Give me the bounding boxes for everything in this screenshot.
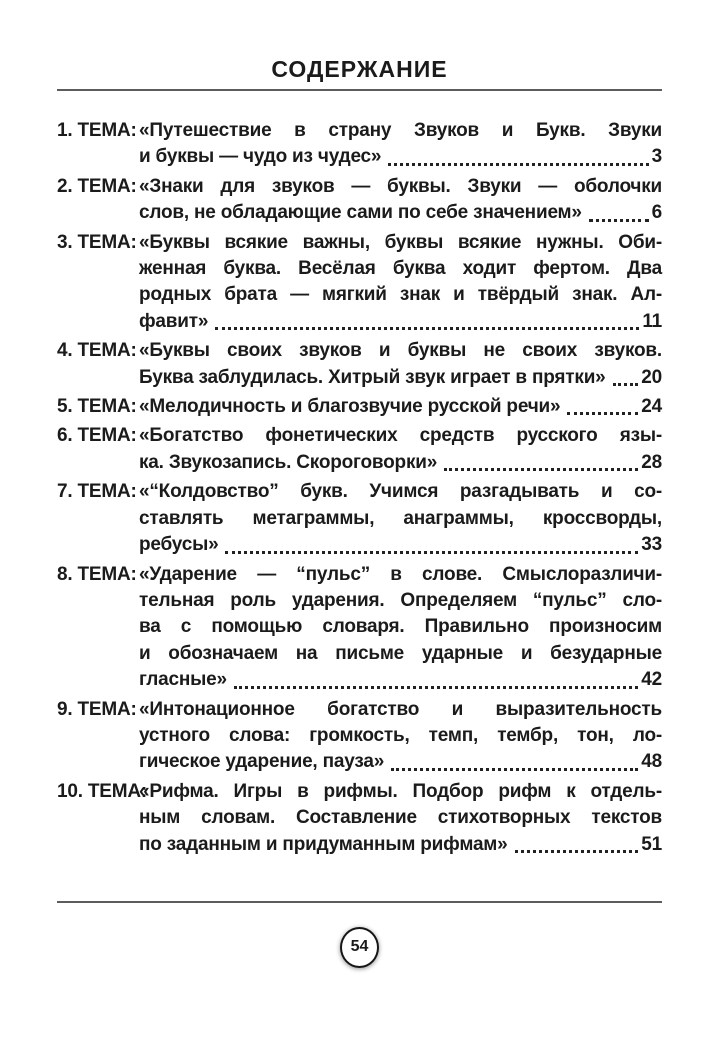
entry-label: 5. ТЕМА:	[57, 396, 137, 418]
dot-leader	[444, 468, 638, 471]
entry-line-text: «Мелодичность и благозвучие русской речи»	[139, 396, 561, 418]
entry-page-number: 33	[641, 534, 662, 556]
entry-last-line	[139, 144, 662, 170]
entry-last-line	[139, 832, 662, 858]
entry-line: и обозначаем на письме ударные и безударные	[139, 642, 662, 664]
toc-page	[0, 57, 719, 968]
entry-last-line	[139, 667, 662, 693]
entry-body	[139, 479, 662, 558]
entry-last-line	[139, 532, 662, 558]
toc-list	[57, 118, 662, 858]
entry-body	[139, 394, 662, 420]
entry-line: ным словам. Составление стихотворных текстов	[139, 807, 662, 829]
entry-line-text: гласные»	[139, 669, 227, 691]
entry-line-text: фавит»	[139, 310, 209, 332]
entry-label: 9. ТЕМА:	[57, 698, 137, 720]
entry-line-text: гическое ударение, пауза»	[139, 751, 385, 773]
entry-label: 1. ТЕМА:	[57, 120, 137, 141]
entry-line: родных брата — мягкий знак и твёрдый знак. Ал-	[139, 284, 662, 306]
entry-last-line	[139, 749, 662, 775]
entry-page-number: 20	[641, 366, 662, 388]
entry-line: «Рифма. Игры в рифмы. Подбор рифм к отдель-	[139, 780, 662, 802]
entry-label: 2. ТЕМА:	[57, 175, 137, 197]
entry-body	[139, 338, 662, 391]
entry-body	[139, 697, 662, 776]
footer-divider	[57, 901, 662, 903]
entry-line: «Ударение — “пульс” в слове. Смыслоразличи-	[139, 563, 662, 585]
entry-line-text: и буквы — чудо из чудес»	[139, 146, 382, 168]
entry-line: ставлять метаграммы, анаграммы, кроссворды,	[139, 507, 662, 529]
entry-body	[139, 230, 662, 336]
toc-entry	[57, 230, 662, 336]
page-number-badge	[340, 927, 379, 968]
dot-leader	[215, 327, 639, 330]
entry-line: «Буквы всякие важны, буквы всякие нужны. Оби-	[139, 231, 662, 253]
entry-page-number: 28	[641, 451, 662, 473]
header-divider	[57, 89, 662, 91]
entry-line-text: слов, не обладающие сами по себе значением»	[139, 202, 582, 224]
toc-entry	[57, 423, 662, 476]
entry-last-line	[139, 365, 662, 391]
toc-entry	[57, 118, 662, 171]
entry-label: 4. ТЕМА:	[57, 340, 137, 362]
toc-entry	[57, 779, 662, 858]
dot-leader	[391, 768, 638, 771]
entry-label: 3. ТЕМА:	[57, 231, 137, 253]
page-number: 54	[350, 938, 369, 956]
entry-label: 6. ТЕМА:	[57, 425, 137, 447]
toc-entry	[57, 338, 662, 391]
entry-line-text: Буква заблудилась. Хитрый звук играет в прятки»	[139, 366, 606, 388]
entry-body	[139, 118, 662, 171]
entry-body	[139, 423, 662, 476]
entry-line: «Буквы своих звуков и буквы не своих звуков.	[139, 340, 662, 362]
entry-line: женная буква. Весёлая буква ходит фертом. Два	[139, 258, 662, 280]
entry-last-line	[139, 309, 662, 335]
entry-label: 8. ТЕМА:	[57, 563, 137, 585]
entry-line: устного слова: громкость, темп, тембр, тон, ло-	[139, 724, 662, 746]
page-footer	[57, 927, 662, 968]
entry-last-line	[139, 450, 662, 476]
entry-label: 10. ТЕМА:	[57, 780, 148, 802]
entry-last-line	[139, 394, 662, 420]
toc-entry	[57, 394, 662, 420]
entry-page-number: 11	[642, 310, 662, 332]
entry-page-number: 48	[641, 751, 662, 773]
entry-label: 7. ТЕМА:	[57, 481, 137, 503]
entry-line: ва с помощью словаря. Правильно произносим	[139, 616, 662, 638]
toc-entry	[57, 174, 662, 227]
entry-line: тельная роль ударения. Определяем “пульс” сло-	[139, 589, 662, 611]
entry-page-number: 24	[641, 396, 662, 418]
entry-body	[139, 174, 662, 227]
entry-page-number: 42	[641, 669, 662, 691]
entry-page-number: 6	[651, 202, 662, 224]
entry-page-number: 3	[651, 146, 662, 168]
entry-line-text: по заданным и придуманным рифмам»	[139, 833, 508, 855]
entry-body	[139, 779, 662, 858]
dot-leader	[589, 219, 649, 222]
entry-last-line	[139, 200, 662, 226]
dot-leader	[234, 686, 638, 689]
toc-entry	[57, 479, 662, 558]
entry-line: «Богатство фонетических средств русского язы-	[139, 425, 662, 447]
dot-leader	[225, 551, 638, 554]
entry-line: «Интонационное богатство и выразительность	[139, 698, 662, 720]
entry-line: «Знаки для звуков — буквы. Звуки — оболочки	[139, 175, 662, 197]
toc-entry	[57, 562, 662, 694]
entry-line: «“Колдовство” букв. Учимся разгадывать и со-	[139, 481, 662, 503]
entry-line-text: ка. Звукозапись. Скороговорки»	[139, 451, 438, 473]
dot-leader	[388, 163, 648, 166]
entry-line: «Путешествие в страну Звуков и Букв. Звуки	[139, 120, 662, 141]
dot-leader	[567, 412, 638, 415]
entry-body	[139, 562, 662, 694]
entry-line-text: ребусы»	[139, 534, 219, 556]
page-title: СОДЕРЖАНИЕ	[271, 56, 448, 82]
dot-leader	[613, 383, 639, 386]
dot-leader	[515, 850, 639, 853]
toc-entry	[57, 697, 662, 776]
entry-page-number: 51	[641, 833, 662, 855]
